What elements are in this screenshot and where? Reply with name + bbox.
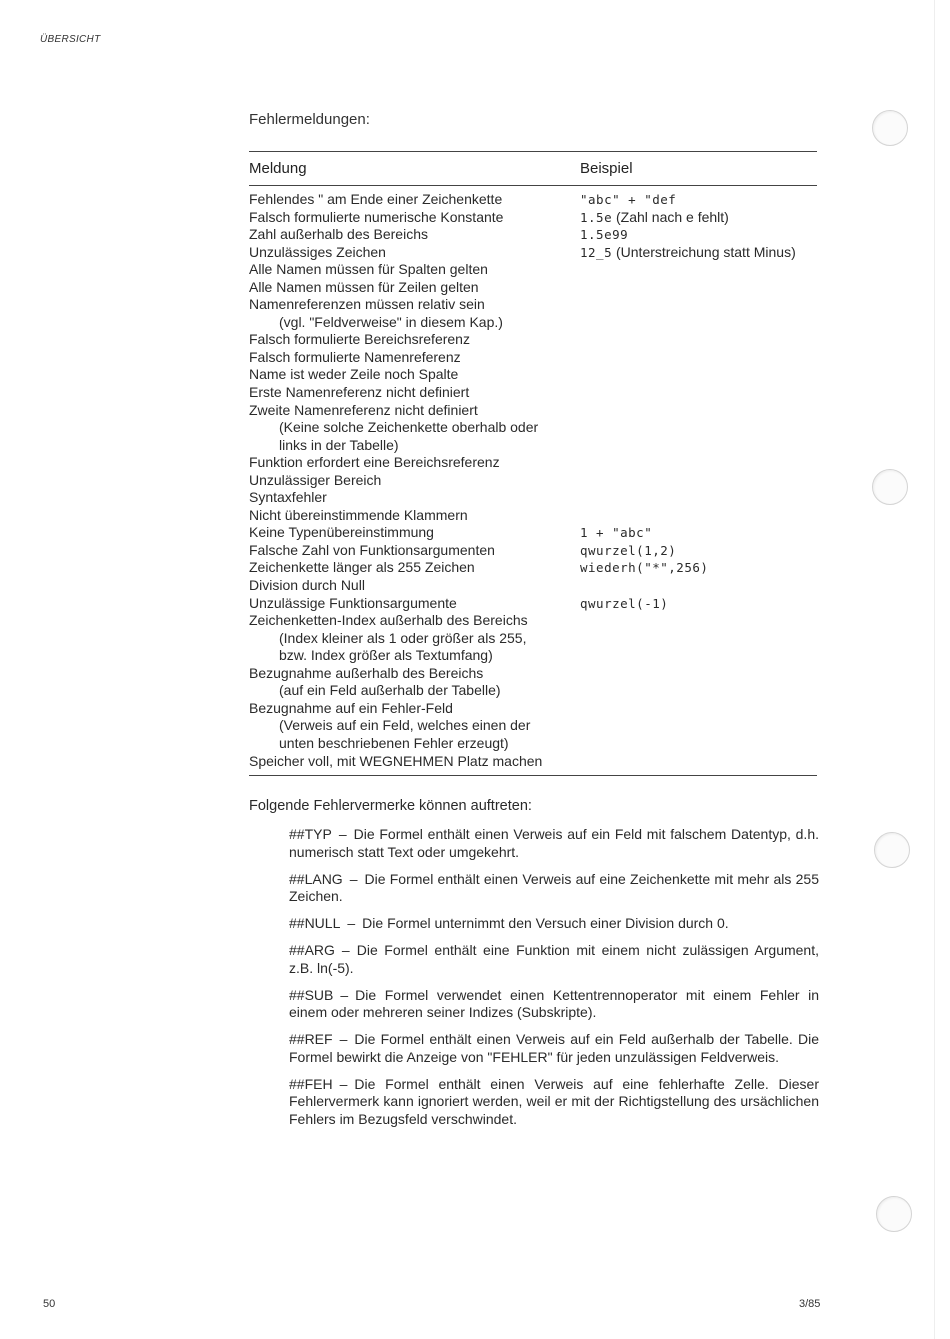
table-row (249, 296, 817, 314)
example-code: qwurzel(-1) (580, 595, 669, 611)
binder-hole (874, 832, 910, 868)
error-message: (vgl. "Feldverweise" in diesem Kap.) (279, 313, 503, 330)
table-row (249, 314, 817, 332)
table-row (249, 331, 817, 349)
error-message: Falsch formulierte Namenreferenz (249, 348, 461, 365)
table-row (249, 682, 817, 700)
table-row (249, 191, 817, 209)
error-message: Fehlendes " am Ende einer Zeichenkette (249, 191, 503, 207)
error-note (289, 915, 819, 933)
table-row (249, 226, 817, 244)
column-header-message: Meldung (249, 160, 307, 177)
example-code: 1.5e99 (580, 227, 629, 243)
error-code: ##ARG (289, 942, 335, 958)
table-row (249, 472, 817, 490)
notes-intro: Folgende Fehlervermerke können auftreten: (249, 798, 532, 814)
error-example (580, 559, 708, 577)
error-message: Division durch Null (249, 577, 365, 594)
example-code: 1.5e (580, 209, 613, 225)
error-example (580, 209, 729, 227)
error-code: ##LANG (289, 870, 343, 887)
note-text: Die Formel enthält einen Verweis auf eine Zeichenkette mit mehr als 255 Zeichen. (289, 870, 819, 904)
table-row (249, 753, 817, 771)
error-message: Name ist weder Zeile noch Spalte (249, 366, 459, 383)
error-message: links in der Tabelle) (279, 436, 399, 453)
table-row (249, 419, 817, 437)
error-message: Erste Namenreferenz nicht definiert (249, 384, 470, 401)
error-code: ##TYP (289, 826, 332, 842)
table-row (249, 577, 817, 595)
table-row (249, 735, 817, 753)
note-dash: – (347, 915, 356, 931)
error-message: Keine Typenübereinstimmung (249, 524, 434, 541)
section-title: Fehlermeldungen: (249, 111, 370, 128)
error-code: ##SUB (289, 986, 334, 1003)
example-explanation: (Unterstreichung statt Minus) (616, 243, 796, 260)
error-message: (Verweis auf ein Feld, welches einen der (279, 717, 531, 734)
table-header-rule (249, 185, 817, 186)
table-row (249, 454, 817, 472)
error-message: bzw. Index größer als Textumfang) (279, 647, 493, 664)
error-message: Syntaxfehler (249, 489, 327, 506)
error-message: Alle Namen müssen für Zeilen gelten (249, 278, 479, 295)
table-row (249, 665, 817, 683)
binder-hole (876, 1196, 912, 1232)
error-example (580, 244, 796, 262)
table-row (249, 717, 817, 735)
error-message: Alle Namen müssen für Spalten gelten (249, 261, 488, 278)
table-row (249, 542, 817, 560)
example-code: wiederh("*",256) (580, 560, 709, 576)
table-row (249, 261, 817, 279)
error-code: ##REF (289, 1031, 333, 1047)
table-row (249, 647, 817, 665)
note-text: Die Formel enthält einen Verweis auf ein Feld mit falschem Datentyp, d.h. numerisch statt Text oder umgekehrt. (289, 826, 819, 860)
binder-hole (872, 110, 908, 146)
table-row (249, 349, 817, 367)
table-row (249, 700, 817, 718)
table-row (249, 612, 817, 630)
table-row (249, 489, 817, 507)
error-message: Falsch formulierte Bereichsreferenz (249, 331, 470, 348)
note-dash: – (339, 1075, 348, 1092)
note-text: Die Formel enthält eine Funktion mit einem nicht zulässigen Argument, z.B. ln(-5). (289, 942, 819, 976)
error-code: ##NULL (289, 915, 341, 931)
error-message: (auf ein Feld außerhalb der Tabelle) (279, 682, 501, 699)
example-code: "abc" + "def (580, 192, 677, 207)
error-example (580, 595, 668, 613)
error-note (289, 871, 819, 906)
error-message: Bezugnahme auf ein Fehler-Feld (249, 699, 453, 716)
error-example (580, 191, 676, 209)
error-message: Unzulässiger Bereich (249, 471, 382, 488)
note-text: Die Formel verwendet einen Kettentrennoperator mit einem Fehler in einem oder mehreren seiner Indizes (Subskripte). (289, 986, 819, 1020)
table-row (249, 507, 817, 525)
note-dash: – (349, 870, 358, 887)
error-notes-list (289, 826, 819, 1138)
error-example (580, 524, 652, 542)
note-text: Die Formel enthält einen Verweis auf ein Feld außerhalb der Tabelle. Die Formel bewirkt die Anzeige von "FEHLER" für jeden unzulässigen Feldverweis. (289, 1031, 819, 1065)
note-dash: – (340, 986, 349, 1003)
error-message: Namenreferenzen müssen relativ sein (249, 296, 485, 313)
example-explanation: (Zahl nach e fehlt) (616, 208, 729, 225)
note-dash: – (339, 1031, 348, 1047)
error-message: Falsche Zahl von Funktionsargumenten (249, 541, 495, 558)
error-note (289, 942, 819, 977)
table-row (249, 402, 817, 420)
table-bottom-rule (249, 775, 817, 776)
table-row (249, 384, 817, 402)
error-message-table (249, 191, 817, 770)
error-message: unten beschriebenen Fehler erzeugt) (279, 734, 509, 751)
table-row (249, 437, 817, 455)
table-row (249, 366, 817, 384)
error-note (289, 1076, 819, 1129)
error-message: Zeichenkette länger als 255 Zeichen (249, 559, 475, 576)
table-row (249, 630, 817, 648)
running-header: ÜBERSICHT (40, 34, 101, 45)
table-row (249, 209, 817, 227)
error-message: Falsch formulierte numerische Konstante (249, 208, 504, 225)
error-message: (Keine solche Zeichenkette oberhalb oder (279, 419, 539, 436)
binder-hole (872, 469, 908, 505)
table-row (249, 559, 817, 577)
note-text: Die Formel enthält einen Verweis auf eine fehlerhafte Zelle. Dieser Fehlervermerk kann ignoriert werden, weil er mit der Richtigstellung des ursächlichen Fehlers im Bezugsfeld verschwindet. (289, 1075, 819, 1127)
error-message: Nicht übereinstimmende Klammern (249, 506, 468, 523)
note-dash: – (338, 826, 347, 842)
error-message: Zeichenketten-Index außerhalb des Bereichs (249, 612, 528, 629)
error-note (289, 1031, 819, 1066)
error-message: Unzulässiges Zeichen (249, 243, 386, 260)
error-note (289, 987, 819, 1022)
error-message: Zahl außerhalb des Bereichs (249, 226, 428, 243)
error-message: Funktion erfordert eine Bereichsreferenz (249, 454, 500, 471)
error-message: (Index kleiner als 1 oder größer als 255, (279, 629, 527, 646)
note-text: Die Formel unternimmt den Versuch einer Division durch 0. (362, 915, 729, 931)
error-code: ##FEH (289, 1075, 333, 1092)
example-code: 1 + "abc" (580, 525, 653, 541)
error-message: Zweite Namenreferenz nicht definiert (249, 401, 478, 418)
page-number: 50 (43, 1298, 56, 1310)
error-example (580, 226, 628, 244)
error-message: Unzulässige Funktionsargumente (249, 594, 457, 611)
error-note (289, 826, 819, 861)
table-top-rule (249, 151, 817, 152)
column-header-example: Beispiel (580, 160, 633, 177)
error-example (580, 542, 676, 560)
table-row (249, 279, 817, 297)
error-message: Speicher voll, mit WEGNEHMEN Platz machen (249, 752, 543, 769)
example-code: 12_5 (580, 244, 613, 260)
table-row (249, 244, 817, 262)
example-code: qwurzel(1,2) (580, 542, 677, 558)
error-message: Bezugnahme außerhalb des Bereichs (249, 664, 484, 681)
note-dash: – (341, 942, 350, 958)
page-edge-line (934, 0, 935, 1339)
table-row (249, 524, 817, 542)
edition-date: 3/85 (799, 1298, 821, 1310)
table-row (249, 595, 817, 613)
